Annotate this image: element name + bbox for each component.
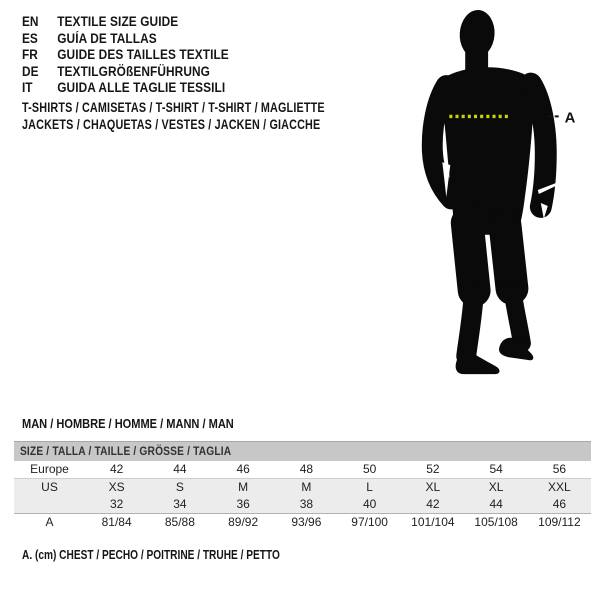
language-code: IT	[22, 80, 33, 96]
size-table-container	[14, 441, 591, 531]
size-table	[14, 441, 591, 531]
size-row-europe	[14, 461, 591, 479]
product-line-1: T-SHIRTS / CAMISETAS / T-SHIRT / T-SHIRT / MAGLIETTE	[22, 100, 325, 115]
language-label: TEXTILE SIZE GUIDE	[57, 14, 179, 29]
size-value-cell: 44	[465, 496, 528, 514]
size-value-cell: 46	[528, 496, 591, 514]
man-silhouette	[432, 9, 546, 374]
product-line-2: JACKETS / CHAQUETAS / VESTES / JACKEN / GIACCHE	[22, 117, 321, 133]
size-row-us	[14, 479, 591, 497]
size-table-header-cell	[14, 442, 591, 462]
man-silhouette-figure	[413, 8, 598, 386]
language-code: EN	[22, 14, 39, 29]
size-value-cell: XS	[85, 479, 148, 497]
language-code: DE	[22, 63, 39, 79]
size-value-cell: 36	[212, 496, 275, 514]
size-value-cell: 42	[401, 496, 464, 514]
language-list	[22, 14, 257, 97]
size-value-cell: 101/104	[401, 514, 464, 532]
size-value-cell: 40	[338, 496, 401, 514]
size-value-cell: 109/112	[528, 514, 591, 532]
size-table-header-text: SIZE / TALLA / TAILLE / GRÖSSE / TAGLIA	[19, 444, 232, 458]
size-value-cell: 93/96	[275, 514, 338, 532]
size-value-cell: 105/108	[465, 514, 528, 532]
language-row-en	[22, 14, 229, 31]
size-value-cell: 52	[426, 462, 440, 476]
size-value-cell: 42	[109, 462, 124, 476]
size-value-cell: 85/88	[148, 514, 211, 532]
language-label: GUÍA DE TALLAS	[57, 30, 157, 46]
language-label: TEXTILGRÖßENFÜHRUNG	[57, 63, 211, 79]
size-row-label	[14, 496, 85, 514]
size-value-cell: 48	[299, 462, 314, 476]
size-value-cell: XXL	[528, 479, 591, 497]
size-value-cell: 46	[236, 462, 250, 476]
language-row-de	[22, 64, 229, 81]
size-value-cell: 44	[173, 462, 187, 476]
size-table-header-row	[14, 442, 591, 462]
size-value-cell: 50	[362, 462, 377, 476]
size-row-label: A	[14, 514, 85, 532]
language-code: ES	[22, 30, 38, 46]
size-row-a	[14, 514, 591, 532]
section-title-man: MAN / HOMBRE / HOMME / MANN / MAN	[22, 416, 234, 431]
language-row-it	[22, 80, 229, 97]
size-value-cell: 34	[148, 496, 211, 514]
language-row-fr	[22, 47, 229, 64]
size-value-cell: S	[148, 479, 211, 497]
size-value-cell: 81/84	[85, 514, 148, 532]
measure-label-a: A	[564, 109, 576, 127]
size-row-label: US	[14, 479, 85, 497]
size-value-cell: M	[275, 479, 338, 497]
language-label: GUIDE DES TAILLES TEXTILE	[57, 47, 229, 63]
language-row-es	[22, 31, 229, 48]
size-value-cell: 56	[552, 462, 567, 476]
language-label: GUIDA ALLE TAGLIE TESSILI	[57, 80, 226, 96]
size-value-cell: L	[338, 479, 401, 497]
size-value-cell: 38	[275, 496, 338, 514]
size-value-cell: 97/100	[338, 514, 401, 532]
size-value-cell: 89/92	[212, 514, 275, 532]
size-row-secondary	[14, 496, 591, 514]
size-row-label: Europe	[30, 462, 69, 476]
size-value-cell: M	[212, 479, 275, 497]
size-value-cell: XL	[465, 479, 528, 497]
size-value-cell: 32	[85, 496, 148, 514]
size-value-cell: XL	[401, 479, 464, 497]
size-value-cell: 54	[489, 462, 503, 476]
language-code: FR	[22, 47, 38, 63]
measurement-footnote: A. (cm) CHEST / PECHO / POITRINE / TRUHE / PETTO	[22, 547, 280, 562]
product-category-lines	[22, 99, 325, 133]
